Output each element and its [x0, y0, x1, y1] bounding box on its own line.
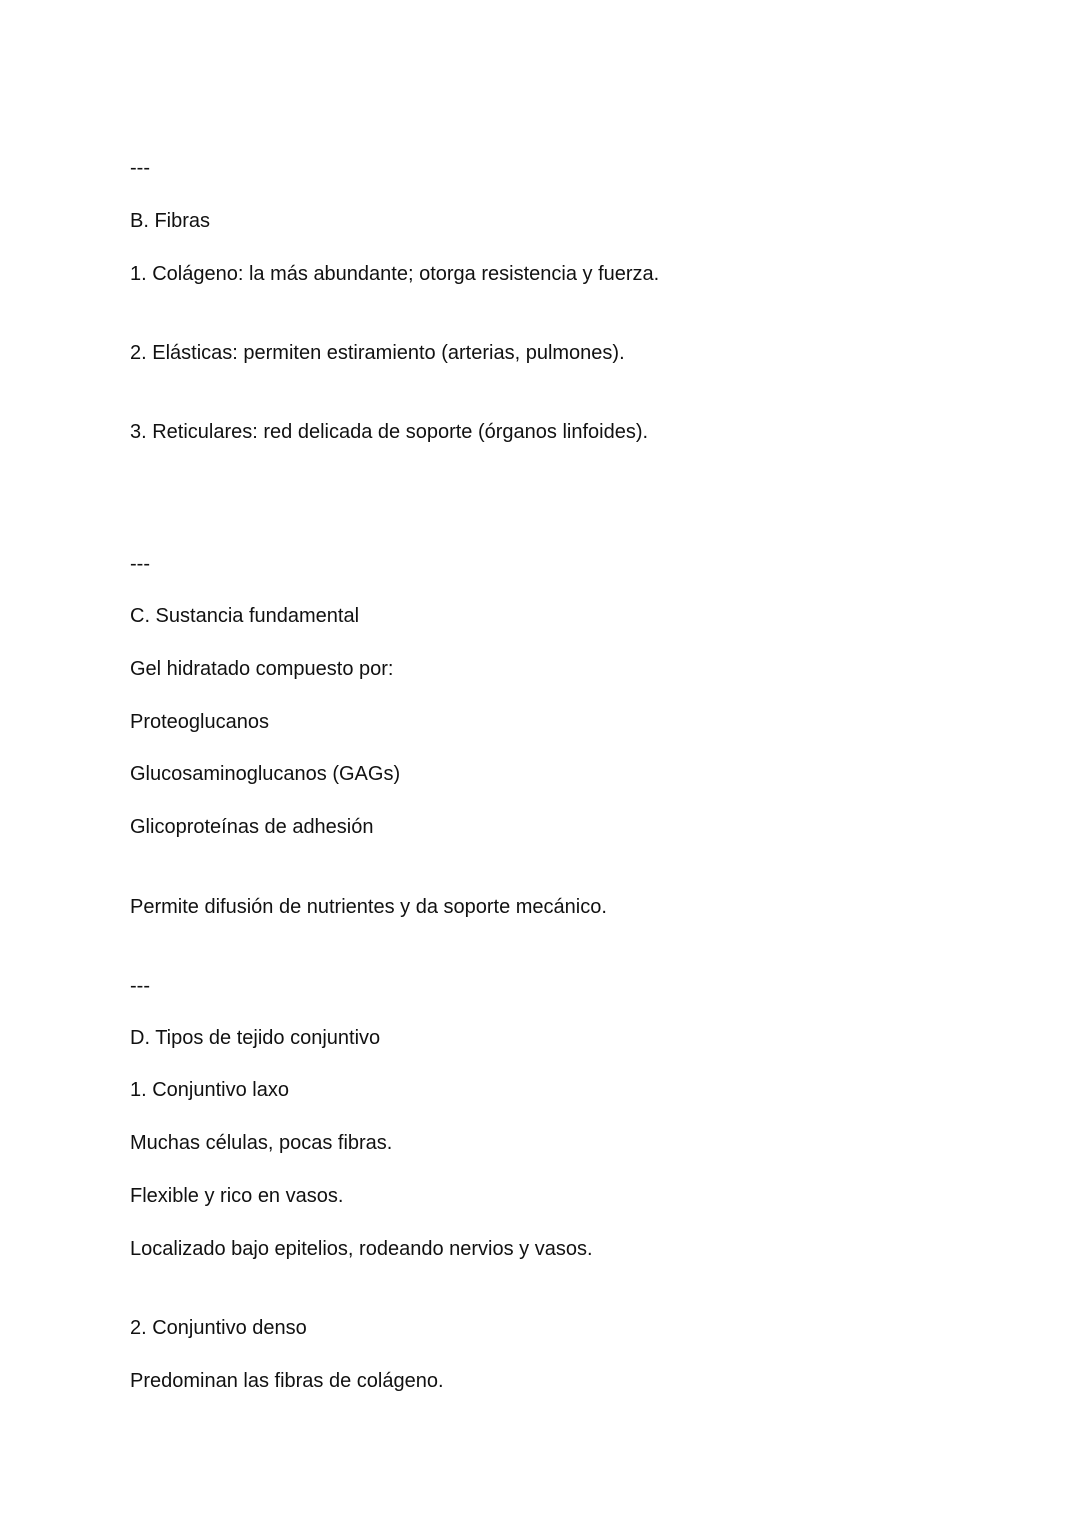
separator: ---	[130, 157, 150, 179]
paragraph: Predominan las fibras de colágeno.	[130, 1370, 444, 1392]
subheading: 1. Conjuntivo laxo	[130, 1079, 289, 1101]
subheading: 2. Conjuntivo denso	[130, 1317, 307, 1339]
list-item: 2. Elásticas: permiten estiramiento (arterias, pulmones).	[130, 342, 625, 364]
section-heading-tipos: D. Tipos de tejido conjuntivo	[130, 1027, 381, 1049]
list-item: 1. Colágeno: la más abundante; otorga resistencia y fuerza.	[130, 263, 660, 285]
list-item: Proteoglucanos	[130, 711, 269, 733]
paragraph: Permite difusión de nutrientes y da soporte mecánico.	[130, 896, 607, 918]
paragraph: Localizado bajo epitelios, rodeando nervios y vasos.	[130, 1238, 593, 1260]
separator: ---	[130, 975, 150, 997]
separator: ---	[130, 553, 150, 575]
list-item: Glucosaminoglucanos (GAGs)	[130, 763, 401, 785]
list-item: Glicoproteínas de adhesión	[130, 816, 374, 838]
section-heading-sustancia: C. Sustancia fundamental	[130, 605, 360, 627]
paragraph: Gel hidratado compuesto por:	[130, 658, 394, 680]
list-item: 3. Reticulares: red delicada de soporte (órganos linfoides).	[130, 421, 649, 443]
paragraph: Flexible y rico en vasos.	[130, 1185, 344, 1207]
section-heading-fibras: B. Fibras	[130, 210, 211, 232]
paragraph: Muchas células, pocas fibras.	[130, 1132, 393, 1154]
